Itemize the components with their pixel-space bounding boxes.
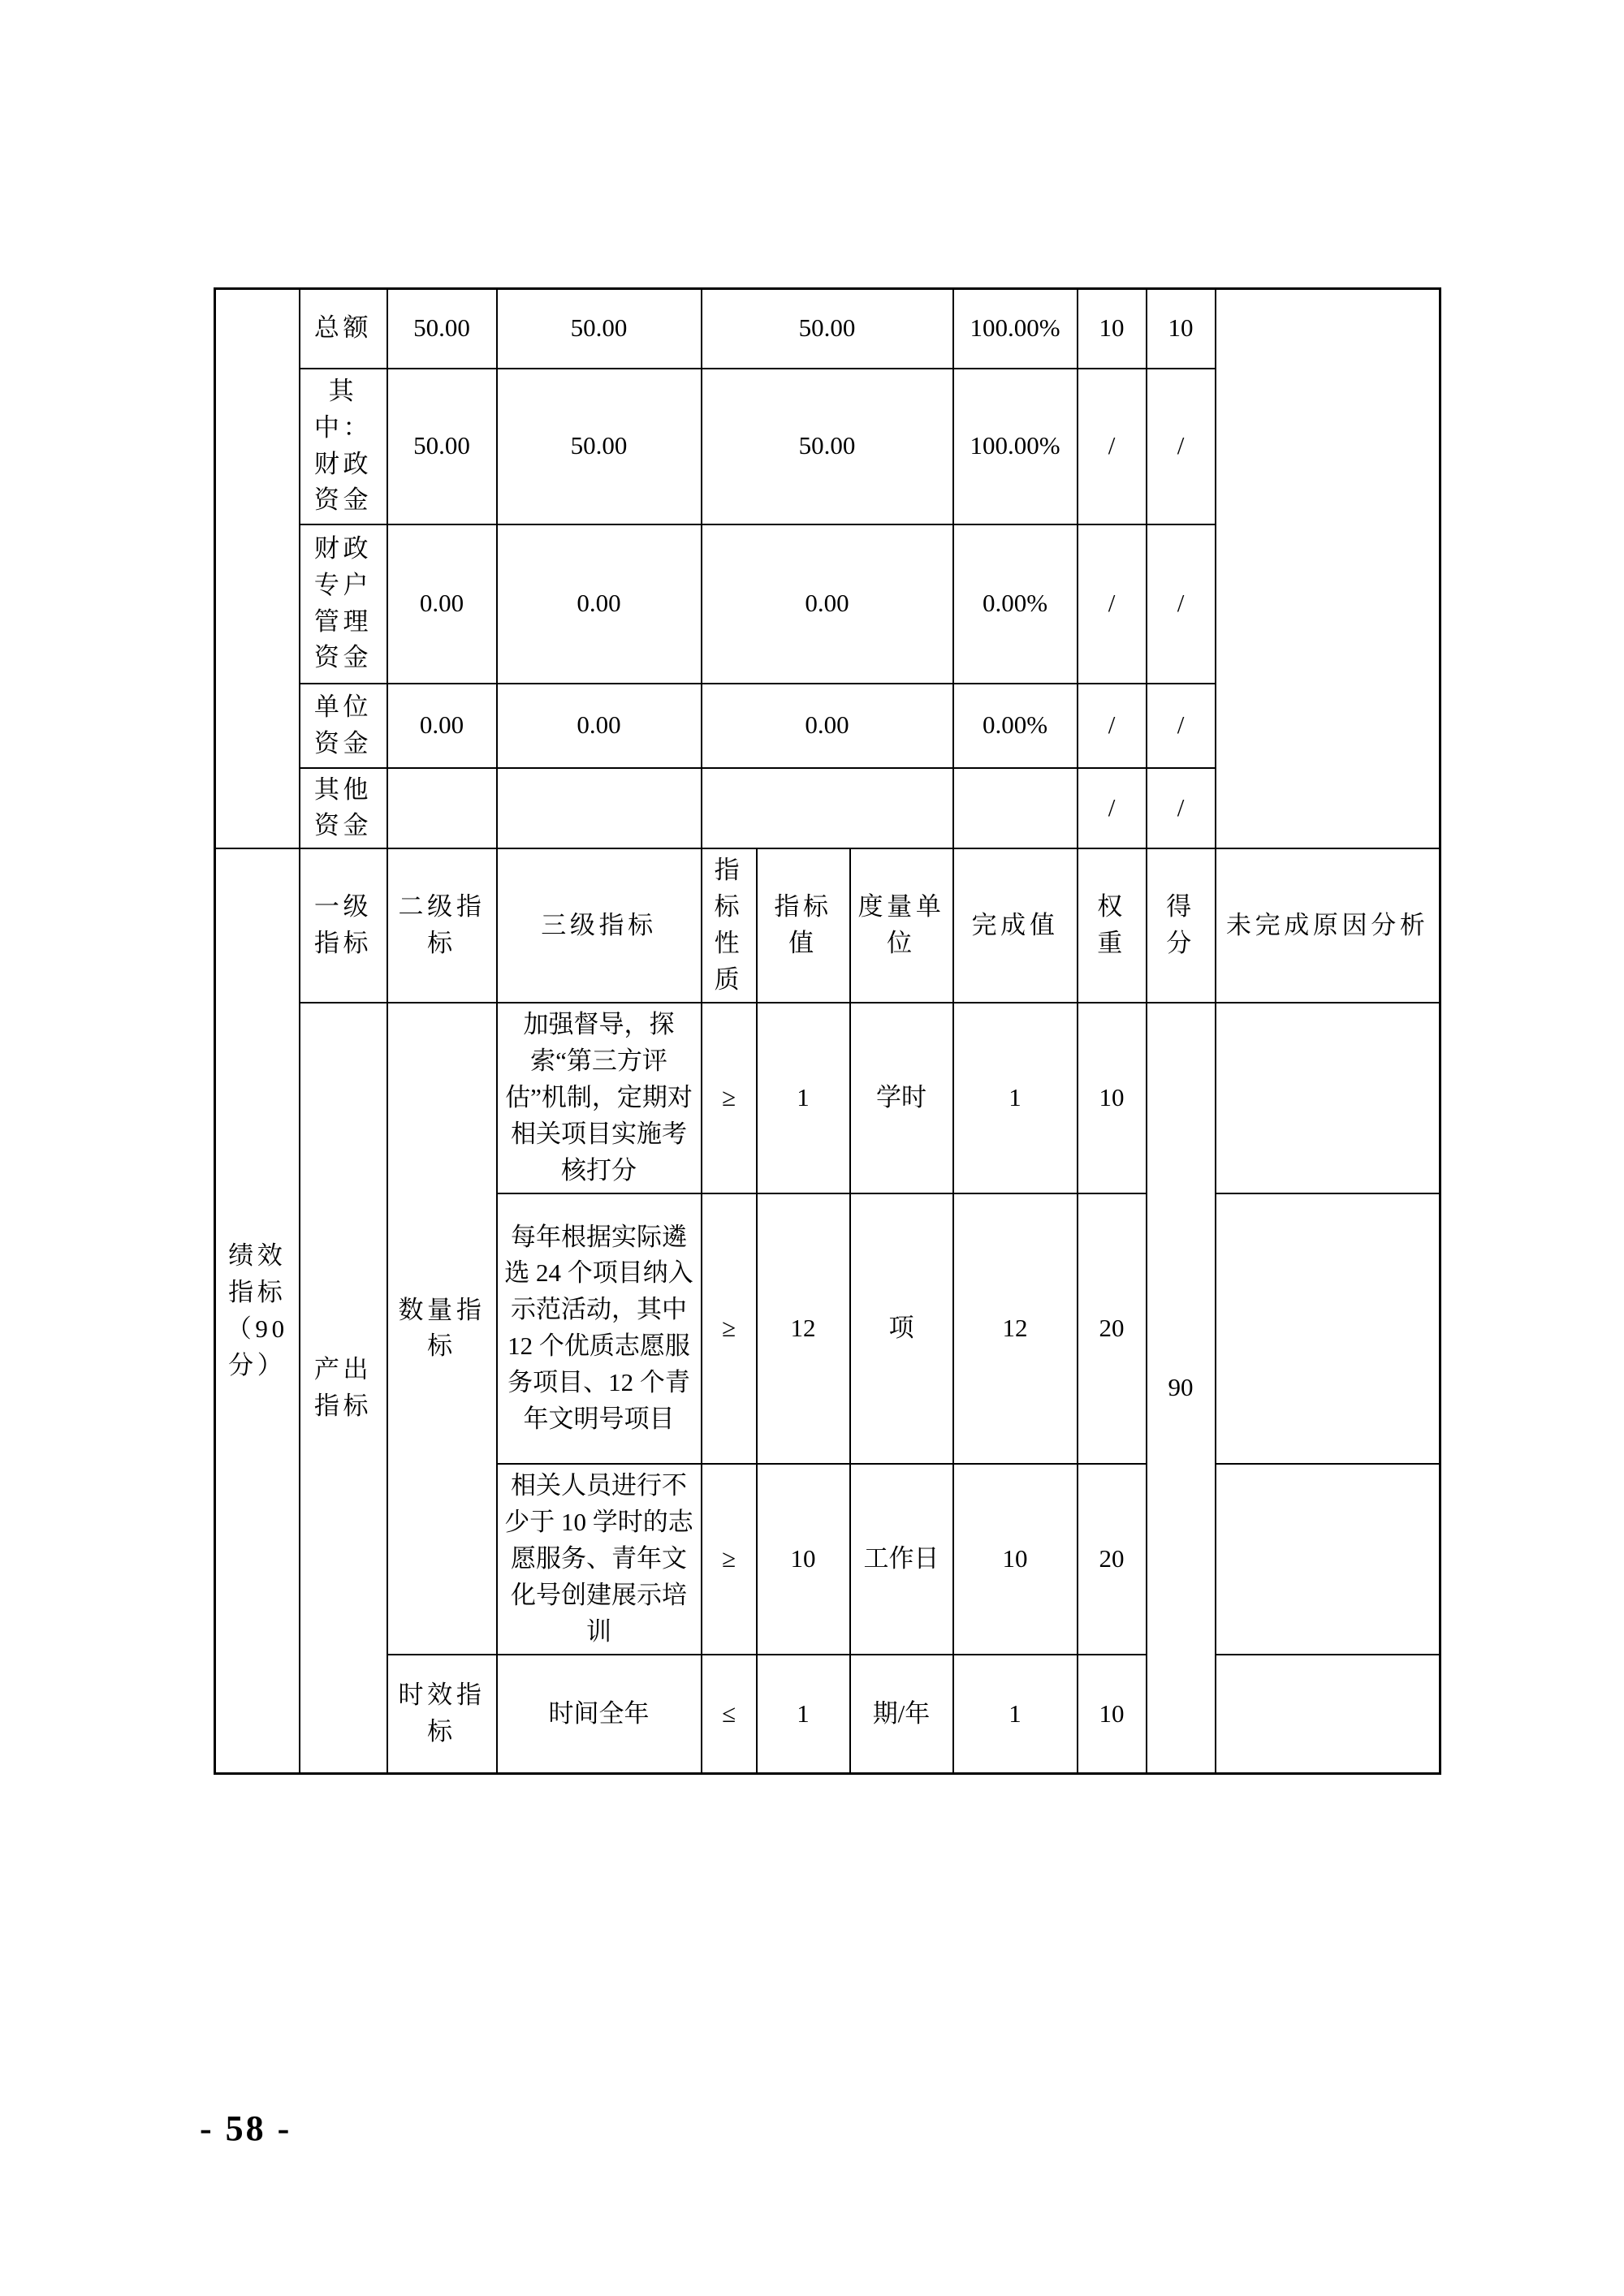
indicator-row: [215, 1655, 1440, 1774]
actual-cell: 10: [953, 1464, 1078, 1655]
remark-continuation-cell: [1216, 289, 1440, 849]
funding-weight-cell: 10: [1078, 289, 1147, 369]
performance-report-table: [214, 287, 1441, 1775]
left-continuation-cell: [215, 289, 300, 849]
funding-rate-cell: 100.00%: [953, 289, 1078, 369]
header-target: 指标值: [757, 848, 850, 1003]
level2-quantity-cell: 数量指标: [387, 1003, 497, 1655]
funding-label: 其他资金: [300, 768, 387, 849]
indicator-text-cell: 时间全年: [497, 1655, 702, 1774]
header-level2: 二级指标: [387, 848, 497, 1003]
unit-cell: 工作日: [850, 1464, 953, 1655]
indicator-text-cell: 相关人员进行不少于 10 学时的志愿服务、青年文化号创建展示培训: [497, 1464, 702, 1655]
funding-amount-cell: [497, 768, 702, 849]
funding-rate-cell: [953, 768, 1078, 849]
unit-cell: 期/年: [850, 1655, 953, 1774]
funding-rate-cell: 0.00%: [953, 684, 1078, 768]
weight-cell: 20: [1078, 1193, 1147, 1464]
funding-score-cell: 10: [1147, 289, 1216, 369]
funding-weight-cell: /: [1078, 369, 1147, 524]
reason-cell: [1216, 1655, 1440, 1774]
funding-amount-cell: 0.00: [702, 524, 953, 684]
indicator-text-cell: 加强督导，探索“第三方评估”机制，定期对相关项目实施考核打分: [497, 1003, 702, 1193]
funding-score-cell: /: [1147, 684, 1216, 768]
funding-amount-cell: 0.00: [702, 684, 953, 768]
header-level1: 一级指标: [300, 848, 387, 1003]
actual-cell: 1: [953, 1003, 1078, 1193]
reason-cell: [1216, 1193, 1440, 1464]
funding-score-cell: /: [1147, 369, 1216, 524]
indicator-row: [215, 1003, 1440, 1193]
group-label-cell: 绩效指标（90分）: [215, 848, 300, 1773]
nature-cell: ≥: [702, 1003, 757, 1193]
funding-amount-cell: 0.00: [387, 524, 497, 684]
funding-weight-cell: /: [1078, 524, 1147, 684]
header-nature: 指标性质: [702, 848, 757, 1003]
nature-cell: ≥: [702, 1464, 757, 1655]
header-actual: 完成值: [953, 848, 1078, 1003]
page-number: - 58 -: [200, 2108, 292, 2148]
reason-cell: [1216, 1003, 1440, 1193]
funding-amount-cell: 50.00: [702, 369, 953, 524]
weight-cell: 20: [1078, 1464, 1147, 1655]
actual-cell: 12: [953, 1193, 1078, 1464]
funding-label: 其中：财政资金: [300, 369, 387, 524]
funding-label: 总额: [300, 289, 387, 369]
level1-cell: 产出指标: [300, 1003, 387, 1774]
actual-cell: 1: [953, 1655, 1078, 1774]
funding-amount-cell: 50.00: [497, 289, 702, 369]
reason-cell: [1216, 1464, 1440, 1655]
target-cell: 10: [757, 1464, 850, 1655]
funding-amount-cell: [702, 768, 953, 849]
nature-cell: ≤: [702, 1655, 757, 1774]
funding-score-cell: /: [1147, 524, 1216, 684]
funding-amount-cell: 0.00: [497, 524, 702, 684]
target-cell: 1: [757, 1003, 850, 1193]
funding-amount-cell: 50.00: [387, 369, 497, 524]
funding-rate-cell: 0.00%: [953, 524, 1078, 684]
unit-cell: 项: [850, 1193, 953, 1464]
weight-cell: 10: [1078, 1003, 1147, 1193]
header-reason: 未完成原因分析: [1216, 848, 1440, 1003]
header-unit: 度量单位: [850, 848, 953, 1003]
level2-time-cell: 时效指标: [387, 1655, 497, 1774]
indicator-text-cell: 每年根据实际遴选 24 个项目纳入示范活动，其中 12 个优质志愿服务项目、12 个青年文明号项目: [497, 1193, 702, 1464]
funding-label: 单位资金: [300, 684, 387, 768]
report-table-wrap: [214, 287, 1439, 1775]
funding-score-cell: /: [1147, 768, 1216, 849]
funding-amount-cell: 50.00: [702, 289, 953, 369]
funding-row-total: [215, 289, 1440, 369]
funding-weight-cell: /: [1078, 684, 1147, 768]
funding-amount-cell: 50.00: [497, 369, 702, 524]
target-cell: 12: [757, 1193, 850, 1464]
weight-cell: 10: [1078, 1655, 1147, 1774]
funding-amount-cell: 0.00: [387, 684, 497, 768]
indicator-header-row: [215, 848, 1440, 1003]
header-level3: 三级指标: [497, 848, 702, 1003]
funding-amount-cell: 50.00: [387, 289, 497, 369]
funding-amount-cell: [387, 768, 497, 849]
target-cell: 1: [757, 1655, 850, 1774]
unit-cell: 学时: [850, 1003, 953, 1193]
funding-rate-cell: 100.00%: [953, 369, 1078, 524]
funding-weight-cell: /: [1078, 768, 1147, 849]
total-score-cell: 90: [1147, 1003, 1216, 1774]
header-score: 得分: [1147, 848, 1216, 1003]
header-weight: 权重: [1078, 848, 1147, 1003]
funding-amount-cell: 0.00: [497, 684, 702, 768]
nature-cell: ≥: [702, 1193, 757, 1464]
funding-label: 财政专户管理资金: [300, 524, 387, 684]
